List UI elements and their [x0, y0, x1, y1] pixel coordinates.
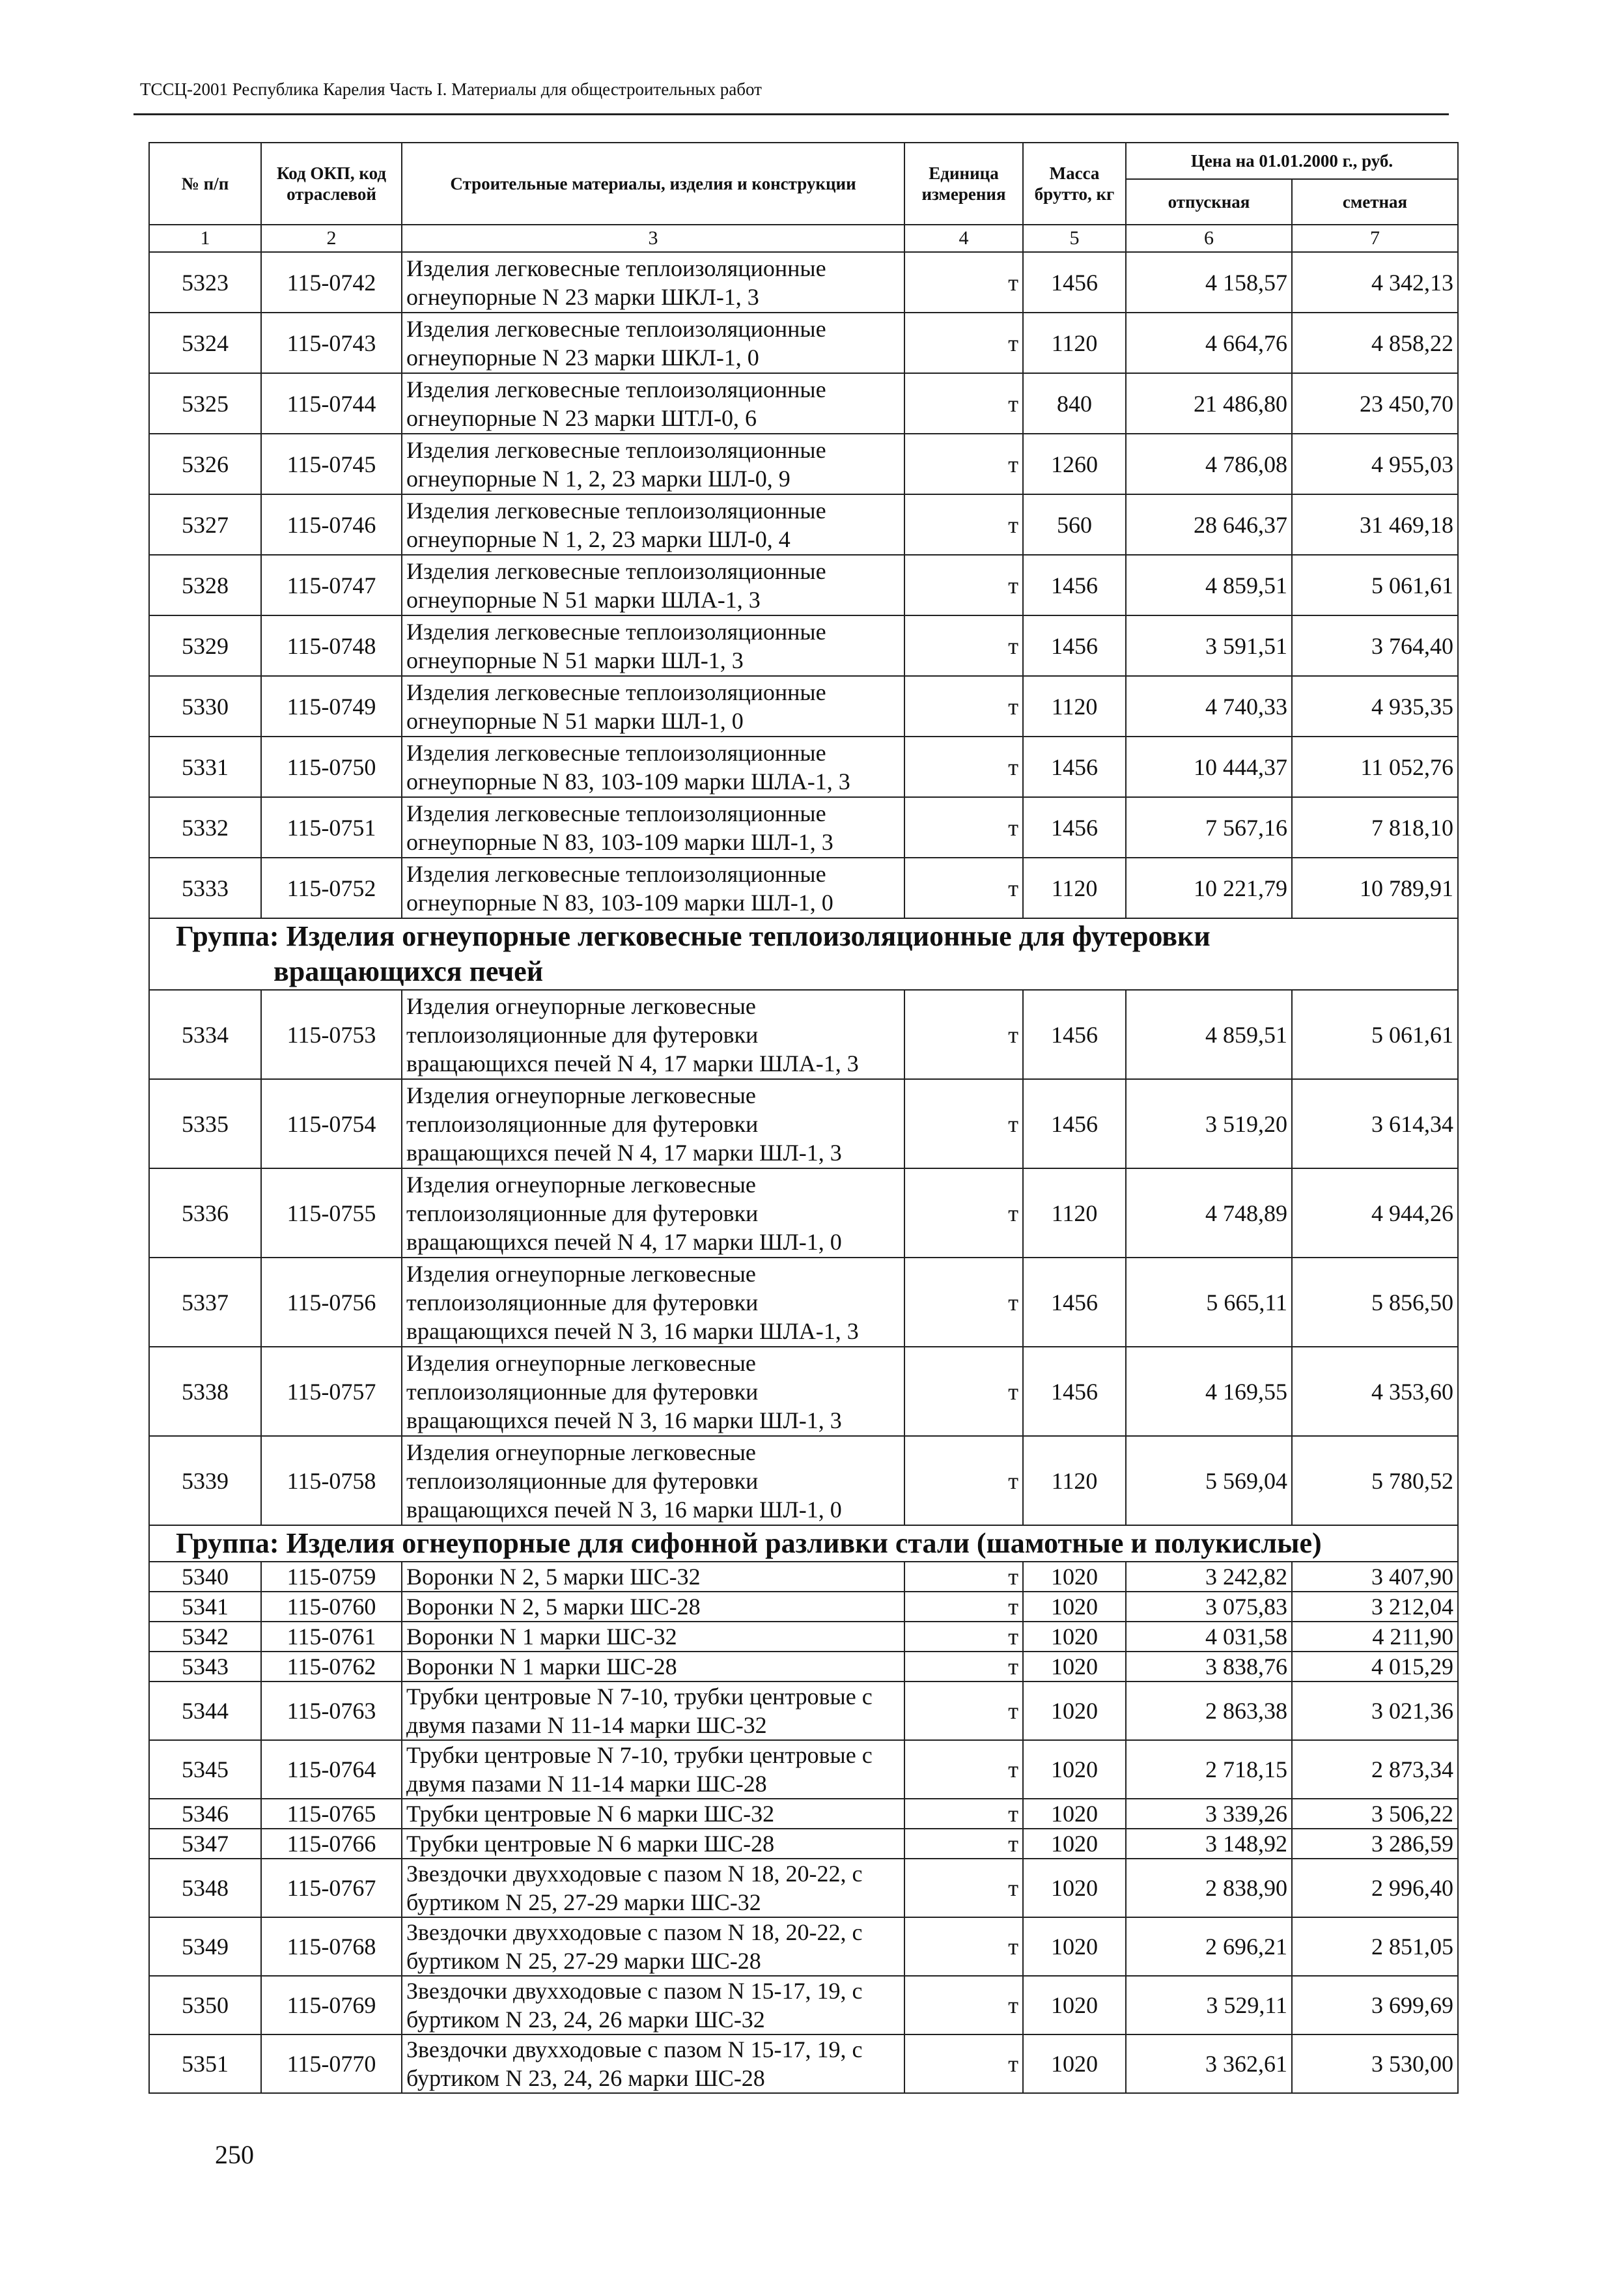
cell-mass: 1456	[1023, 797, 1126, 858]
cell-release: 4 786,08	[1126, 434, 1292, 494]
cell-name: Изделия легковесные теплоизоляционные огнеупорные N 23 марки ШКЛ-1, 3	[402, 252, 904, 313]
cell-code: 115-0749	[261, 676, 402, 737]
cell-unit: т	[904, 1347, 1023, 1436]
col-header-mass: Масса брутто, кг	[1023, 143, 1126, 225]
group-title: Группа: Изделия огнеупорные для сифонной разливки стали (шамотные и полукислые)	[149, 1525, 1458, 1562]
cell-code: 115-0766	[261, 1829, 402, 1859]
cell-num: 5346	[149, 1799, 261, 1829]
cell-name: Звездочки двухходовые с пазом N 18, 20-22, с буртиком N 25, 27-29 марки ШС-28	[402, 1917, 904, 1976]
cell-num: 5326	[149, 434, 261, 494]
cell-release: 2 838,90	[1126, 1859, 1292, 1917]
cell-name: Изделия легковесные теплоизоляционные огнеупорные N 83, 103-109 марки ШЛ-1, 3	[402, 797, 904, 858]
cell-release: 2 863,38	[1126, 1682, 1292, 1740]
cell-estimate: 4 211,90	[1292, 1622, 1458, 1652]
col-header-num: № п/п	[149, 143, 261, 225]
cell-unit: т	[904, 1740, 1023, 1799]
cell-mass: 1456	[1023, 737, 1126, 797]
cell-num: 5340	[149, 1562, 261, 1592]
cell-code: 115-0770	[261, 2034, 402, 2093]
cell-estimate: 5 856,50	[1292, 1258, 1458, 1347]
cell-release: 3 838,76	[1126, 1652, 1292, 1682]
cell-mass: 1020	[1023, 1682, 1126, 1740]
table-row	[149, 252, 1458, 313]
table-row	[149, 797, 1458, 858]
table-row	[149, 1079, 1458, 1168]
table-row	[149, 1682, 1458, 1740]
col-header-code: Код ОКП, код отраслевой	[261, 143, 402, 225]
cell-unit: т	[904, 555, 1023, 615]
cell-name: Трубки центровые N 7-10, трубки центровые с двумя пазами N 11-14 марки ШС-32	[402, 1682, 904, 1740]
cell-code: 115-0754	[261, 1079, 402, 1168]
cell-estimate: 4 858,22	[1292, 313, 1458, 373]
cell-code: 115-0762	[261, 1652, 402, 1682]
cell-name: Изделия легковесные теплоизоляционные огнеупорные N 1, 2, 23 марки ШЛ-0, 4	[402, 494, 904, 555]
cell-name: Изделия огнеупорные легковесные теплоизоляционные для футеровки вращающихся печей N 3, 16 марки ШЛ-1, 0	[402, 1436, 904, 1525]
cell-unit: т	[904, 1859, 1023, 1917]
cell-mass: 1020	[1023, 1652, 1126, 1682]
table-row	[149, 676, 1458, 737]
cell-mass: 1456	[1023, 1079, 1126, 1168]
cell-name: Звездочки двухходовые с пазом N 15-17, 19, с буртиком N 23, 24, 26 марки ШС-28	[402, 2034, 904, 2093]
cell-num: 5348	[149, 1859, 261, 1917]
cell-unit: т	[904, 797, 1023, 858]
cell-name: Изделия легковесные теплоизоляционные огнеупорные N 51 марки ШЛА-1, 3	[402, 555, 904, 615]
cell-num: 5342	[149, 1622, 261, 1652]
cell-code: 115-0742	[261, 252, 402, 313]
table-row	[149, 1258, 1458, 1347]
col-header-price-release: отпускная	[1126, 179, 1292, 225]
cell-unit: т	[904, 1079, 1023, 1168]
cell-unit: т	[904, 615, 1023, 676]
cell-name: Изделия легковесные теплоизоляционные огнеупорные N 1, 2, 23 марки ШЛ-0, 9	[402, 434, 904, 494]
group-heading-c	[149, 1525, 1458, 1562]
cell-mass: 1456	[1023, 990, 1126, 1079]
cell-name: Изделия огнеупорные легковесные теплоизоляционные для футеровки вращающихся печей N 4, 17 марки ШЛ-1, 3	[402, 1079, 904, 1168]
table-row	[149, 990, 1458, 1079]
cell-unit: т	[904, 1436, 1023, 1525]
cell-num: 5329	[149, 615, 261, 676]
cell-mass: 1020	[1023, 1917, 1126, 1976]
cell-unit: т	[904, 1258, 1023, 1347]
cell-unit: т	[904, 1917, 1023, 1976]
cell-name: Изделия огнеупорные легковесные теплоизоляционные для футеровки вращающихся печей N 3, 16 марки ШЛА-1, 3	[402, 1258, 904, 1347]
table-row	[149, 737, 1458, 797]
cell-release: 3 339,26	[1126, 1799, 1292, 1829]
cell-estimate: 4 944,26	[1292, 1168, 1458, 1258]
cell-code: 115-0765	[261, 1799, 402, 1829]
cell-num: 5325	[149, 373, 261, 434]
cell-unit: т	[904, 858, 1023, 918]
cell-unit: т	[904, 676, 1023, 737]
table-body-group-c	[149, 1562, 1458, 2093]
cell-mass: 1120	[1023, 1436, 1126, 1525]
cell-name: Изделия легковесные теплоизоляционные огнеупорные N 51 марки ШЛ-1, 0	[402, 676, 904, 737]
cell-release: 28 646,37	[1126, 494, 1292, 555]
cell-mass: 1260	[1023, 434, 1126, 494]
cell-code: 115-0746	[261, 494, 402, 555]
cell-release: 4 740,33	[1126, 676, 1292, 737]
cell-mass: 1020	[1023, 1562, 1126, 1592]
table-row	[149, 1562, 1458, 1592]
cell-estimate: 3 530,00	[1292, 2034, 1458, 2093]
cell-num: 5339	[149, 1436, 261, 1525]
column-number: 6	[1126, 225, 1292, 252]
cell-num: 5341	[149, 1592, 261, 1622]
cell-release: 5 569,04	[1126, 1436, 1292, 1525]
table-row	[149, 1859, 1458, 1917]
cell-num: 5334	[149, 990, 261, 1079]
cell-estimate: 2 996,40	[1292, 1859, 1458, 1917]
cell-release: 7 567,16	[1126, 797, 1292, 858]
cell-release: 4 859,51	[1126, 555, 1292, 615]
cell-name: Изделия огнеупорные легковесные теплоизоляционные для футеровки вращающихся печей N 4, 17 марки ШЛ-1, 0	[402, 1168, 904, 1258]
cell-mass: 1456	[1023, 1258, 1126, 1347]
col-header-price-estimate: сметная	[1292, 179, 1458, 225]
table-row	[149, 1622, 1458, 1652]
col-header-price-group: Цена на 01.01.2000 г., руб.	[1126, 143, 1458, 179]
cell-code: 115-0763	[261, 1682, 402, 1740]
cell-mass: 840	[1023, 373, 1126, 434]
table-row	[149, 1168, 1458, 1258]
cell-release: 10 221,79	[1126, 858, 1292, 918]
cell-num: 5328	[149, 555, 261, 615]
cell-release: 2 718,15	[1126, 1740, 1292, 1799]
cell-mass: 1120	[1023, 313, 1126, 373]
cell-estimate: 3 614,34	[1292, 1079, 1458, 1168]
cell-name: Трубки центровые N 7-10, трубки центровые с двумя пазами N 11-14 марки ШС-28	[402, 1740, 904, 1799]
cell-code: 115-0744	[261, 373, 402, 434]
cell-num: 5337	[149, 1258, 261, 1347]
cell-mass: 1456	[1023, 555, 1126, 615]
cell-code: 115-0759	[261, 1562, 402, 1592]
cell-estimate: 11 052,76	[1292, 737, 1458, 797]
cell-num: 5330	[149, 676, 261, 737]
group-row	[149, 918, 1458, 990]
table-row	[149, 373, 1458, 434]
column-number: 5	[1023, 225, 1126, 252]
group-heading-b	[149, 918, 1458, 990]
cell-num: 5345	[149, 1740, 261, 1799]
page-number: 250	[215, 2140, 254, 2169]
cell-name: Воронки N 1 марки ШС-28	[402, 1652, 904, 1682]
cell-estimate: 5 061,61	[1292, 555, 1458, 615]
cell-unit: т	[904, 1622, 1023, 1652]
cell-num: 5336	[149, 1168, 261, 1258]
table-row	[149, 2034, 1458, 2093]
cell-name: Воронки N 2, 5 марки ШС-32	[402, 1562, 904, 1592]
cell-code: 115-0748	[261, 615, 402, 676]
cell-release: 21 486,80	[1126, 373, 1292, 434]
cell-name: Изделия легковесные теплоизоляционные огнеупорные N 51 марки ШЛ-1, 3	[402, 615, 904, 676]
table-row	[149, 1976, 1458, 2034]
cell-code: 115-0745	[261, 434, 402, 494]
cell-code: 115-0753	[261, 990, 402, 1079]
cell-release: 3 148,92	[1126, 1829, 1292, 1859]
cell-release: 5 665,11	[1126, 1258, 1292, 1347]
cell-estimate: 4 955,03	[1292, 434, 1458, 494]
cell-code: 115-0769	[261, 1976, 402, 2034]
table-row	[149, 313, 1458, 373]
cell-code: 115-0755	[261, 1168, 402, 1258]
cell-mass: 1020	[1023, 1740, 1126, 1799]
cell-mass: 1020	[1023, 1622, 1126, 1652]
table-row	[149, 1436, 1458, 1525]
cell-mass: 1020	[1023, 1859, 1126, 1917]
cell-estimate: 2 851,05	[1292, 1917, 1458, 1976]
cell-name: Изделия легковесные теплоизоляционные огнеупорные N 23 марки ШКЛ-1, 0	[402, 313, 904, 373]
group-title	[149, 918, 1458, 990]
table-body-group-b	[149, 990, 1458, 1525]
cell-estimate: 4 015,29	[1292, 1652, 1458, 1682]
cell-code: 115-0750	[261, 737, 402, 797]
cell-release: 4 664,76	[1126, 313, 1292, 373]
cell-num: 5347	[149, 1829, 261, 1859]
cell-release: 3 591,51	[1126, 615, 1292, 676]
header-rule	[133, 113, 1449, 115]
cell-release: 10 444,37	[1126, 737, 1292, 797]
cell-unit: т	[904, 1168, 1023, 1258]
cell-name: Воронки N 1 марки ШС-32	[402, 1622, 904, 1652]
cell-code: 115-0758	[261, 1436, 402, 1525]
col-header-unit: Единица измерения	[904, 143, 1023, 225]
column-number: 1	[149, 225, 261, 252]
cell-mass: 1456	[1023, 252, 1126, 313]
cell-mass: 1456	[1023, 615, 1126, 676]
cell-code: 115-0747	[261, 555, 402, 615]
cell-num: 5350	[149, 1976, 261, 2034]
cell-estimate: 3 021,36	[1292, 1682, 1458, 1740]
cell-num: 5344	[149, 1682, 261, 1740]
cell-name: Изделия легковесные теплоизоляционные огнеупорные N 23 марки ШТЛ-0, 6	[402, 373, 904, 434]
cell-mass: 560	[1023, 494, 1126, 555]
cell-estimate: 3 286,59	[1292, 1829, 1458, 1859]
cell-estimate: 3 699,69	[1292, 1976, 1458, 2034]
cell-mass: 1120	[1023, 858, 1126, 918]
cell-name: Звездочки двухходовые с пазом N 15-17, 19, с буртиком N 23, 24, 26 марки ШС-32	[402, 1976, 904, 2034]
column-number-row	[149, 225, 1458, 252]
column-number: 2	[261, 225, 402, 252]
table-row	[149, 1347, 1458, 1436]
table-row	[149, 615, 1458, 676]
cell-release: 2 696,21	[1126, 1917, 1292, 1976]
table-row	[149, 1592, 1458, 1622]
cell-estimate: 4 935,35	[1292, 676, 1458, 737]
cell-unit: т	[904, 990, 1023, 1079]
cell-name: Изделия легковесные теплоизоляционные огнеупорные N 83, 103-109 марки ШЛА-1, 3	[402, 737, 904, 797]
cell-code: 115-0757	[261, 1347, 402, 1436]
cell-estimate: 4 353,60	[1292, 1347, 1458, 1436]
cell-unit: т	[904, 252, 1023, 313]
cell-release: 4 158,57	[1126, 252, 1292, 313]
cell-unit: т	[904, 1799, 1023, 1829]
cell-num: 5338	[149, 1347, 261, 1436]
cell-code: 115-0768	[261, 1917, 402, 1976]
cell-estimate: 3 764,40	[1292, 615, 1458, 676]
cell-code: 115-0760	[261, 1592, 402, 1622]
cell-mass: 1020	[1023, 1976, 1126, 2034]
cell-num: 5349	[149, 1917, 261, 1976]
group-title-line2: вращающихся печей	[273, 955, 544, 987]
cell-code: 115-0752	[261, 858, 402, 918]
cell-code: 115-0756	[261, 1258, 402, 1347]
cell-name: Изделия легковесные теплоизоляционные огнеупорные N 83, 103-109 марки ШЛ-1, 0	[402, 858, 904, 918]
table-row	[149, 434, 1458, 494]
cell-estimate: 4 342,13	[1292, 252, 1458, 313]
cell-name: Изделия огнеупорные легковесные теплоизоляционные для футеровки вращающихся печей N 4, 17 марки ШЛА-1, 3	[402, 990, 904, 1079]
table-row	[149, 1799, 1458, 1829]
group-title-line1: Группа: Изделия огнеупорные легковесные теплоизоляционные для футеровки	[176, 920, 1211, 952]
cell-num: 5332	[149, 797, 261, 858]
cell-code: 115-0751	[261, 797, 402, 858]
cell-num: 5333	[149, 858, 261, 918]
cell-release: 3 075,83	[1126, 1592, 1292, 1622]
cell-unit: т	[904, 313, 1023, 373]
cell-unit: т	[904, 1652, 1023, 1682]
cell-name: Изделия огнеупорные легковесные теплоизоляционные для футеровки вращающихся печей N 3, 16 марки ШЛ-1, 3	[402, 1347, 904, 1436]
cell-unit: т	[904, 373, 1023, 434]
cell-num: 5324	[149, 313, 261, 373]
cell-code: 115-0764	[261, 1740, 402, 1799]
cell-unit: т	[904, 1562, 1023, 1592]
cell-num: 5343	[149, 1652, 261, 1682]
cell-code: 115-0743	[261, 313, 402, 373]
cell-estimate: 5 061,61	[1292, 990, 1458, 1079]
cell-code: 115-0767	[261, 1859, 402, 1917]
cell-unit: т	[904, 1592, 1023, 1622]
cell-estimate: 23 450,70	[1292, 373, 1458, 434]
cell-estimate: 3 407,90	[1292, 1562, 1458, 1592]
cell-release: 3 519,20	[1126, 1079, 1292, 1168]
cell-code: 115-0761	[261, 1622, 402, 1652]
cell-mass: 1020	[1023, 1799, 1126, 1829]
cell-unit: т	[904, 494, 1023, 555]
cell-unit: т	[904, 737, 1023, 797]
cell-mass: 1020	[1023, 1829, 1126, 1859]
price-table	[148, 142, 1459, 2094]
column-number: 4	[904, 225, 1023, 252]
cell-mass: 1020	[1023, 2034, 1126, 2093]
column-number: 7	[1292, 225, 1458, 252]
cell-estimate: 10 789,91	[1292, 858, 1458, 918]
cell-name: Воронки N 2, 5 марки ШС-28	[402, 1592, 904, 1622]
cell-mass: 1456	[1023, 1347, 1126, 1436]
cell-unit: т	[904, 1682, 1023, 1740]
cell-name: Трубки центровые N 6 марки ШС-32	[402, 1799, 904, 1829]
table-row	[149, 1652, 1458, 1682]
cell-release: 3 529,11	[1126, 1976, 1292, 2034]
cell-release: 3 242,82	[1126, 1562, 1292, 1592]
table-row	[149, 555, 1458, 615]
column-number: 3	[402, 225, 904, 252]
table-row	[149, 858, 1458, 918]
cell-release: 4 859,51	[1126, 990, 1292, 1079]
cell-name: Звездочки двухходовые с пазом N 18, 20-22, с буртиком N 25, 27-29 марки ШС-32	[402, 1859, 904, 1917]
cell-estimate: 5 780,52	[1292, 1436, 1458, 1525]
cell-estimate: 7 818,10	[1292, 797, 1458, 858]
cell-estimate: 3 506,22	[1292, 1799, 1458, 1829]
table-row	[149, 1917, 1458, 1976]
cell-unit: т	[904, 434, 1023, 494]
cell-num: 5335	[149, 1079, 261, 1168]
table-row	[149, 1740, 1458, 1799]
page-header: ТССЦ-2001 Республика Карелия Часть I. Материалы для общестроительных работ	[140, 79, 762, 99]
cell-mass: 1120	[1023, 1168, 1126, 1258]
cell-release: 4 031,58	[1126, 1622, 1292, 1652]
cell-unit: т	[904, 1829, 1023, 1859]
cell-name: Трубки центровые N 6 марки ШС-28	[402, 1829, 904, 1859]
group-row	[149, 1525, 1458, 1562]
cell-estimate: 31 469,18	[1292, 494, 1458, 555]
table-row	[149, 1829, 1458, 1859]
cell-mass: 1120	[1023, 676, 1126, 737]
cell-estimate: 2 873,34	[1292, 1740, 1458, 1799]
cell-num: 5351	[149, 2034, 261, 2093]
cell-release: 4 748,89	[1126, 1168, 1292, 1258]
table-body-group-a	[149, 252, 1458, 918]
col-header-name: Строительные материалы, изделия и конструкции	[402, 143, 904, 225]
cell-num: 5327	[149, 494, 261, 555]
cell-num: 5331	[149, 737, 261, 797]
cell-estimate: 3 212,04	[1292, 1592, 1458, 1622]
cell-release: 4 169,55	[1126, 1347, 1292, 1436]
cell-unit: т	[904, 1976, 1023, 2034]
cell-release: 3 362,61	[1126, 2034, 1292, 2093]
cell-num: 5323	[149, 252, 261, 313]
table-row	[149, 494, 1458, 555]
cell-mass: 1020	[1023, 1592, 1126, 1622]
cell-unit: т	[904, 2034, 1023, 2093]
